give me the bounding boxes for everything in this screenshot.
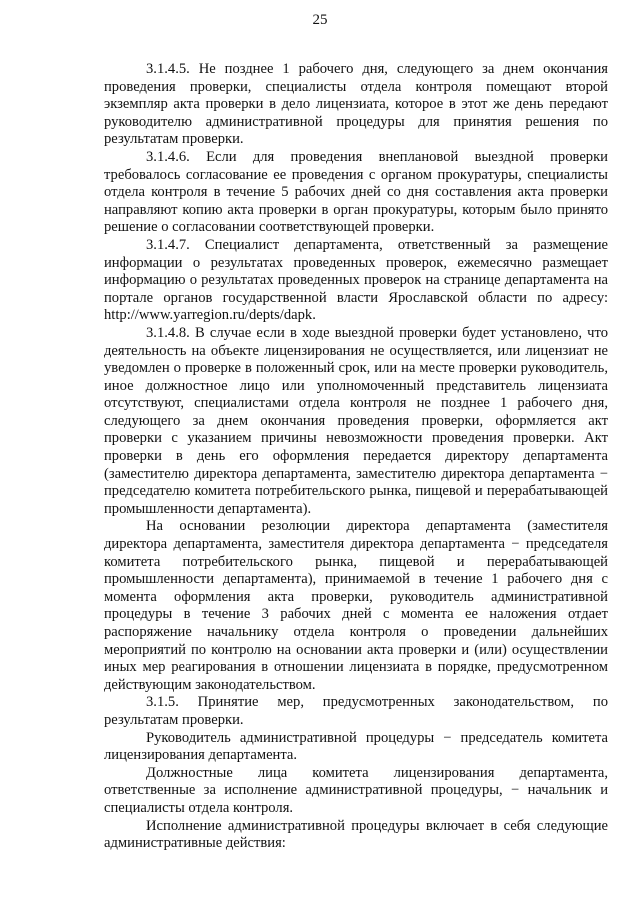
- page-number: 25: [312, 12, 328, 28]
- paragraph-3-1-4-7: 3.1.4.7. Специалист департамента, ответственный за размещение информации о результатах проведенных проверок, ежемесячно размещает информацию о результатах проведенных проверок на странице департамента на портале органов государственной власти Ярославской области по адресу: http://www.yarregion.ru/depts/dapk.: [104, 236, 608, 324]
- paragraph-resolution: На основании резолюции директора департамента (заместителя директора департамента, заместителя директора департамента − председателя комитета потребительского рынка, пищевой и перерабатывающей промышленности департамента), принимаемой в течение 1 рабочего дня с момента оформления акта проверки, руководитель административной процедуры в течение 3 рабочих дней с момента ее наложения отдает распоряжение начальнику отдела контроля о проведении дальнейших мероприятий по контролю на основании акта проверки и (или) осуществлении иных мер реагирования в отношении лицензиата в порядке, предусмотренном действующим законодательством.: [104, 518, 608, 693]
- paragraph-3-1-4-5: 3.1.4.5. Не позднее 1 рабочего дня, следующего за днем окончания проведения проверки, специалисты отдела контроля помещают второй экземпляр акта проверки в дело лицензиата, которое в этот же день передают руководителю административной процедуры для принятия решения по результатам проверки.: [104, 61, 608, 148]
- document-body: [104, 61, 608, 853]
- paragraph-procedure-head: Руководитель административной процедуры − председатель комитета лицензирования департамента.: [104, 729, 608, 764]
- paragraph-3-1-5: 3.1.5. Принятие мер, предусмотренных законодательством, по результатам проверки.: [104, 694, 608, 728]
- paragraph-responsible-officials: Должностные лица комитета лицензирования департамента, ответственные за исполнение административной процедуры, − начальник и специалисты отдела контроля.: [104, 764, 608, 816]
- paragraph-actions-intro: Исполнение административной процедуры включает в себя следующие административные действия:: [104, 817, 608, 852]
- paragraph-3-1-4-8: 3.1.4.8. В случае если в ходе выездной проверки будет установлено, что деятельность на объекте лицензирования не осуществляется, или лицензиат не уведомлен о проверке в положенный срок, или на месте проверки руководитель, иное должностное лицо или уполномоченный представитель лицензиата отсутствуют, специалистами отдела контроля не позднее 1 рабочего дня, следующего за днем окончания проведения проверки, оформляется акт проверки с указанием причины невозможности проведения проверки. Акт проверки в день его оформления передается директору департамента (заместителю директора департамента, заместителю директора департамента − председателю комитета потребительского рынка, пищевой и перерабатывающей промышленности департамента).: [104, 324, 608, 517]
- paragraph-3-1-4-6: 3.1.4.6. Если для проведения внеплановой выездной проверки требовалось согласование ее проведения с органом прокуратуры, специалисты отдела контроля в течение 5 рабочих дней со дня составления акта проверки направляют копию акта проверки в орган прокуратуры, которым было принято решение о согласовании соответствующей проверки.: [104, 148, 608, 236]
